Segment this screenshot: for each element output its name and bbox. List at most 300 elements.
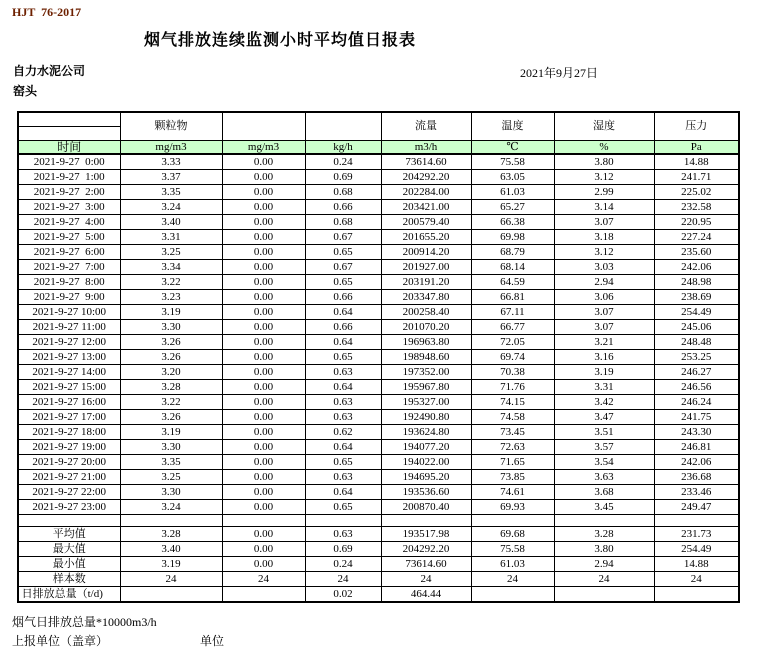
value-cell: 3.06: [554, 289, 654, 304]
empty-cell: [18, 514, 120, 526]
value-cell: 72.05: [471, 334, 554, 349]
time-cell: 2021-9-27 22:00: [18, 484, 120, 499]
value-cell: 254.49: [654, 304, 739, 319]
summary-value-cell: 231.73: [654, 526, 739, 541]
hourly-row: [18, 349, 739, 364]
hourly-row: [18, 454, 739, 469]
hourly-row: [18, 244, 739, 259]
value-cell: 248.48: [654, 334, 739, 349]
value-cell: 0.00: [222, 379, 305, 394]
hourly-row: [18, 259, 739, 274]
footer-note: 烟气日排放总量*10000m3/h: [12, 615, 157, 629]
value-cell: 3.54: [554, 454, 654, 469]
value-cell: 201927.00: [381, 259, 471, 274]
unit-celsius: ℃: [471, 140, 554, 154]
value-cell: 246.81: [654, 439, 739, 454]
value-cell: 3.30: [120, 484, 222, 499]
daily-total-row: [18, 586, 739, 602]
value-cell: 74.61: [471, 484, 554, 499]
summary-value-cell: 0.00: [222, 556, 305, 571]
summary-value-cell: 73614.60: [381, 556, 471, 571]
value-cell: 71.76: [471, 379, 554, 394]
value-cell: 0.00: [222, 289, 305, 304]
value-cell: 70.38: [471, 364, 554, 379]
summary-value-cell: 0.63: [305, 526, 381, 541]
value-cell: 68.14: [471, 259, 554, 274]
value-cell: 3.47: [554, 409, 654, 424]
value-cell: 241.71: [654, 169, 739, 184]
value-cell: 233.46: [654, 484, 739, 499]
summary-body: [18, 514, 739, 602]
value-cell: 66.77: [471, 319, 554, 334]
summary-value-cell: 3.28: [120, 526, 222, 541]
company-name: 自力水泥公司: [13, 64, 86, 78]
unit-mg-m3-1: mg/m3: [120, 140, 222, 154]
value-cell: 3.23: [120, 289, 222, 304]
col-header-pressure: 压力: [654, 112, 739, 140]
value-cell: 238.69: [654, 289, 739, 304]
value-cell: 3.42: [554, 394, 654, 409]
value-cell: 0.00: [222, 454, 305, 469]
hourly-row: [18, 424, 739, 439]
value-cell: 66.81: [471, 289, 554, 304]
time-cell: 2021-9-27 23:00: [18, 499, 120, 514]
value-cell: 0.00: [222, 229, 305, 244]
value-cell: 3.16: [554, 349, 654, 364]
spacer-row: [18, 514, 739, 526]
value-cell: 0.63: [305, 409, 381, 424]
value-cell: 200258.40: [381, 304, 471, 319]
hourly-row: [18, 409, 739, 424]
hourly-row: [18, 334, 739, 349]
time-cell: 2021-9-27 11:00: [18, 319, 120, 334]
doc-code: HJT 76-2017: [12, 5, 82, 19]
time-cell: 2021-9-27 16:00: [18, 394, 120, 409]
value-cell: 74.58: [471, 409, 554, 424]
hourly-row: [18, 169, 739, 184]
value-cell: 0.00: [222, 469, 305, 484]
value-cell: 3.22: [120, 274, 222, 289]
value-cell: 73.45: [471, 424, 554, 439]
summary-value-cell: 24: [120, 571, 222, 586]
value-cell: 0.00: [222, 244, 305, 259]
value-cell: 0.00: [222, 364, 305, 379]
value-cell: 0.63: [305, 364, 381, 379]
daily-total-label: 日排放总量（t/d): [21, 587, 103, 600]
value-cell: 0.67: [305, 229, 381, 244]
value-cell: 3.63: [554, 469, 654, 484]
value-cell: 0.63: [305, 394, 381, 409]
value-cell: 0.00: [222, 439, 305, 454]
value-cell: 220.95: [654, 214, 739, 229]
daily-total-label-cell: [18, 586, 120, 602]
value-cell: 245.06: [654, 319, 739, 334]
value-cell: 3.19: [120, 304, 222, 319]
unit-kg-h: kg/h: [305, 140, 381, 154]
value-cell: 0.66: [305, 199, 381, 214]
value-cell: 3.07: [554, 214, 654, 229]
value-cell: 3.25: [120, 244, 222, 259]
value-cell: 194077.20: [381, 439, 471, 454]
value-cell: 3.24: [120, 199, 222, 214]
hourly-row: [18, 364, 739, 379]
value-cell: 65.27: [471, 199, 554, 214]
value-cell: 3.51: [554, 424, 654, 439]
value-cell: 3.28: [120, 379, 222, 394]
value-cell: 3.20: [120, 364, 222, 379]
value-cell: 0.64: [305, 439, 381, 454]
reporting-org-label: 上报单位（盖章）: [12, 634, 109, 648]
value-cell: 201070.20: [381, 319, 471, 334]
value-cell: 3.37: [120, 169, 222, 184]
unit-label: 单位: [200, 634, 225, 648]
value-cell: 0.00: [222, 409, 305, 424]
station-name: 窑头: [13, 84, 38, 98]
summary-row: [18, 556, 739, 571]
value-cell: 0.63: [305, 469, 381, 484]
value-cell: 3.40: [120, 214, 222, 229]
value-cell: 2.99: [554, 184, 654, 199]
time-cell: 2021-9-27 21:00: [18, 469, 120, 484]
time-cell: 2021-9-27 5:00: [18, 229, 120, 244]
value-cell: 3.34: [120, 259, 222, 274]
summary-label-cell: 样本数: [18, 571, 120, 586]
hourly-row: [18, 379, 739, 394]
group-header-row: [18, 112, 739, 126]
value-cell: 0.00: [222, 154, 305, 170]
daily-total-value-cell: 464.44: [381, 586, 471, 602]
value-cell: 203421.00: [381, 199, 471, 214]
value-cell: 0.00: [222, 214, 305, 229]
value-cell: 0.64: [305, 484, 381, 499]
value-cell: 246.56: [654, 379, 739, 394]
value-cell: 0.69: [305, 169, 381, 184]
hourly-row: [18, 289, 739, 304]
unit-pa: Pa: [654, 140, 739, 154]
summary-row: [18, 526, 739, 541]
value-cell: 0.00: [222, 394, 305, 409]
report-date: 2021年9月27日: [520, 66, 599, 80]
value-cell: 195327.00: [381, 394, 471, 409]
value-cell: 67.11: [471, 304, 554, 319]
time-cell: 2021-9-27 17:00: [18, 409, 120, 424]
empty-cell: [471, 514, 554, 526]
summary-value-cell: 69.68: [471, 526, 554, 541]
value-cell: 2.94: [554, 274, 654, 289]
summary-value-cell: 24: [305, 571, 381, 586]
value-cell: 0.24: [305, 154, 381, 170]
daily-total-value-cell: [471, 586, 554, 602]
summary-value-cell: 0.24: [305, 556, 381, 571]
summary-value-cell: 75.58: [471, 541, 554, 556]
value-cell: 3.35: [120, 184, 222, 199]
value-cell: 0.00: [222, 199, 305, 214]
value-cell: 0.66: [305, 319, 381, 334]
empty-cell: [654, 514, 739, 526]
summary-value-cell: 0.00: [222, 541, 305, 556]
time-cell: 2021-9-27 3:00: [18, 199, 120, 214]
value-cell: 3.24: [120, 499, 222, 514]
summary-value-cell: 14.88: [654, 556, 739, 571]
value-cell: 201655.20: [381, 229, 471, 244]
summary-value-cell: 3.28: [554, 526, 654, 541]
value-cell: 227.24: [654, 229, 739, 244]
value-cell: 69.93: [471, 499, 554, 514]
value-cell: 198948.60: [381, 349, 471, 364]
value-cell: 3.22: [120, 394, 222, 409]
report-table: [17, 111, 740, 603]
value-cell: 0.66: [305, 289, 381, 304]
value-cell: 236.68: [654, 469, 739, 484]
value-cell: 3.03: [554, 259, 654, 274]
value-cell: 0.00: [222, 169, 305, 184]
value-cell: 66.38: [471, 214, 554, 229]
value-cell: 0.68: [305, 214, 381, 229]
summary-value-cell: 61.03: [471, 556, 554, 571]
value-cell: 3.18: [554, 229, 654, 244]
value-cell: 197352.00: [381, 364, 471, 379]
value-cell: 192490.80: [381, 409, 471, 424]
value-cell: 3.21: [554, 334, 654, 349]
summary-label-cell: 最大值: [18, 541, 120, 556]
summary-value-cell: 193517.98: [381, 526, 471, 541]
value-cell: 0.00: [222, 499, 305, 514]
value-cell: 242.06: [654, 454, 739, 469]
value-cell: 3.12: [554, 169, 654, 184]
value-cell: 0.00: [222, 274, 305, 289]
value-cell: 195967.80: [381, 379, 471, 394]
summary-label-cell: 平均值: [18, 526, 120, 541]
value-cell: 3.12: [554, 244, 654, 259]
hourly-row: [18, 304, 739, 319]
summary-value-cell: 254.49: [654, 541, 739, 556]
value-cell: 193536.60: [381, 484, 471, 499]
col-header-particulate: 颗粒物: [120, 112, 222, 140]
value-cell: 249.47: [654, 499, 739, 514]
summary-value-cell: 204292.20: [381, 541, 471, 556]
value-cell: 0.68: [305, 184, 381, 199]
value-cell: 63.05: [471, 169, 554, 184]
time-column-header: 时间: [18, 140, 120, 154]
value-cell: 235.60: [654, 244, 739, 259]
value-cell: 193624.80: [381, 424, 471, 439]
value-cell: 0.65: [305, 244, 381, 259]
value-cell: 3.80: [554, 154, 654, 170]
value-cell: 3.31: [120, 229, 222, 244]
hourly-row: [18, 439, 739, 454]
time-cell: 2021-9-27 14:00: [18, 364, 120, 379]
value-cell: 0.00: [222, 259, 305, 274]
value-cell: 73614.60: [381, 154, 471, 170]
time-cell: 2021-9-27 19:00: [18, 439, 120, 454]
value-cell: 71.65: [471, 454, 554, 469]
value-cell: 232.58: [654, 199, 739, 214]
value-cell: 0.67: [305, 259, 381, 274]
summary-value-cell: 0.00: [222, 526, 305, 541]
value-cell: 0.62: [305, 424, 381, 439]
value-cell: 0.64: [305, 304, 381, 319]
time-cell: 2021-9-27 1:00: [18, 169, 120, 184]
value-cell: 75.58: [471, 154, 554, 170]
value-cell: 3.25: [120, 469, 222, 484]
summary-value-cell: 3.40: [120, 541, 222, 556]
daily-total-value-cell: [654, 586, 739, 602]
time-cell: 2021-9-27 10:00: [18, 304, 120, 319]
value-cell: 0.64: [305, 334, 381, 349]
hourly-row: [18, 499, 739, 514]
unit-m3-h: m3/h: [381, 140, 471, 154]
value-cell: 246.24: [654, 394, 739, 409]
empty-cell: [381, 514, 471, 526]
summary-value-cell: 24: [554, 571, 654, 586]
summary-row: [18, 541, 739, 556]
value-cell: 203191.20: [381, 274, 471, 289]
value-cell: 246.27: [654, 364, 739, 379]
value-cell: 64.59: [471, 274, 554, 289]
summary-label-cell: 最小值: [18, 556, 120, 571]
value-cell: 3.45: [554, 499, 654, 514]
col-header-empty-1: [222, 112, 305, 140]
page-title: 烟气排放连续监测小时平均值日报表: [143, 32, 416, 49]
value-cell: 0.65: [305, 454, 381, 469]
value-cell: 194695.20: [381, 469, 471, 484]
time-cell: 2021-9-27 9:00: [18, 289, 120, 304]
hourly-row: [18, 184, 739, 199]
summary-value-cell: 3.80: [554, 541, 654, 556]
summary-value-cell: 24: [222, 571, 305, 586]
hourly-row: [18, 484, 739, 499]
units-row: [18, 140, 739, 154]
value-cell: 196963.80: [381, 334, 471, 349]
value-cell: 3.26: [120, 349, 222, 364]
summary-row: [18, 571, 739, 586]
corner-cell-top: [18, 112, 120, 126]
value-cell: 3.07: [554, 319, 654, 334]
value-cell: 0.00: [222, 484, 305, 499]
value-cell: 3.68: [554, 484, 654, 499]
value-cell: 242.06: [654, 259, 739, 274]
hourly-row: [18, 229, 739, 244]
time-cell: 2021-9-27 15:00: [18, 379, 120, 394]
hourly-row: [18, 154, 739, 170]
value-cell: 14.88: [654, 154, 739, 170]
empty-cell: [305, 514, 381, 526]
value-cell: 225.02: [654, 184, 739, 199]
value-cell: 200579.40: [381, 214, 471, 229]
value-cell: 61.03: [471, 184, 554, 199]
empty-cell: [120, 514, 222, 526]
value-cell: 204292.20: [381, 169, 471, 184]
empty-cell: [222, 514, 305, 526]
value-cell: 0.64: [305, 379, 381, 394]
time-cell: 2021-9-27 8:00: [18, 274, 120, 289]
value-cell: 0.65: [305, 499, 381, 514]
value-cell: 248.98: [654, 274, 739, 289]
daily-total-value-cell: [120, 586, 222, 602]
empty-cell: [554, 514, 654, 526]
summary-value-cell: 24: [381, 571, 471, 586]
value-cell: 0.65: [305, 274, 381, 289]
value-cell: 69.98: [471, 229, 554, 244]
daily-total-value-cell: [222, 586, 305, 602]
value-cell: 0.65: [305, 349, 381, 364]
value-cell: 243.30: [654, 424, 739, 439]
value-cell: 0.00: [222, 334, 305, 349]
time-cell: 2021-9-27 2:00: [18, 184, 120, 199]
value-cell: 3.26: [120, 409, 222, 424]
value-cell: 3.26: [120, 334, 222, 349]
col-header-empty-2: [305, 112, 381, 140]
value-cell: 3.31: [554, 379, 654, 394]
hourly-row: [18, 214, 739, 229]
value-cell: 0.00: [222, 349, 305, 364]
daily-total-value-cell: [554, 586, 654, 602]
value-cell: 253.25: [654, 349, 739, 364]
daily-total-value-cell: 0.02: [305, 586, 381, 602]
value-cell: 3.19: [120, 424, 222, 439]
value-cell: 3.07: [554, 304, 654, 319]
hourly-row: [18, 469, 739, 484]
value-cell: 73.85: [471, 469, 554, 484]
summary-value-cell: 24: [471, 571, 554, 586]
value-cell: 0.00: [222, 184, 305, 199]
value-cell: 72.63: [471, 439, 554, 454]
summary-value-cell: 24: [654, 571, 739, 586]
hourly-row: [18, 319, 739, 334]
value-cell: 3.57: [554, 439, 654, 454]
value-cell: 0.00: [222, 319, 305, 334]
value-cell: 74.15: [471, 394, 554, 409]
value-cell: 0.00: [222, 424, 305, 439]
value-cell: 69.74: [471, 349, 554, 364]
value-cell: 200870.40: [381, 499, 471, 514]
value-cell: 3.35: [120, 454, 222, 469]
time-cell: 2021-9-27 12:00: [18, 334, 120, 349]
hourly-row: [18, 394, 739, 409]
time-cell: 2021-9-27 13:00: [18, 349, 120, 364]
value-cell: 194022.00: [381, 454, 471, 469]
summary-value-cell: 3.19: [120, 556, 222, 571]
time-cell: 2021-9-27 18:00: [18, 424, 120, 439]
time-cell: 2021-9-27 6:00: [18, 244, 120, 259]
value-cell: 3.30: [120, 439, 222, 454]
summary-value-cell: 2.94: [554, 556, 654, 571]
hourly-row: [18, 199, 739, 214]
corner-cell-bottom: [18, 126, 120, 140]
value-cell: 0.00: [222, 304, 305, 319]
value-cell: 3.30: [120, 319, 222, 334]
time-cell: 2021-9-27 20:00: [18, 454, 120, 469]
value-cell: 3.33: [120, 154, 222, 170]
unit-mg-m3-2: mg/m3: [222, 140, 305, 154]
value-cell: 241.75: [654, 409, 739, 424]
hourly-data-body: [18, 154, 739, 515]
time-cell: 2021-9-27 0:00: [18, 154, 120, 170]
value-cell: 3.14: [554, 199, 654, 214]
time-cell: 2021-9-27 7:00: [18, 259, 120, 274]
col-header-temperature: 温度: [471, 112, 554, 140]
time-cell: 2021-9-27 4:00: [18, 214, 120, 229]
value-cell: 202284.00: [381, 184, 471, 199]
value-cell: 68.79: [471, 244, 554, 259]
col-header-flow: 流量: [381, 112, 471, 140]
value-cell: 3.19: [554, 364, 654, 379]
summary-value-cell: 0.69: [305, 541, 381, 556]
unit-percent: %: [554, 140, 654, 154]
value-cell: 200914.20: [381, 244, 471, 259]
col-header-humidity: 湿度: [554, 112, 654, 140]
hourly-row: [18, 274, 739, 289]
